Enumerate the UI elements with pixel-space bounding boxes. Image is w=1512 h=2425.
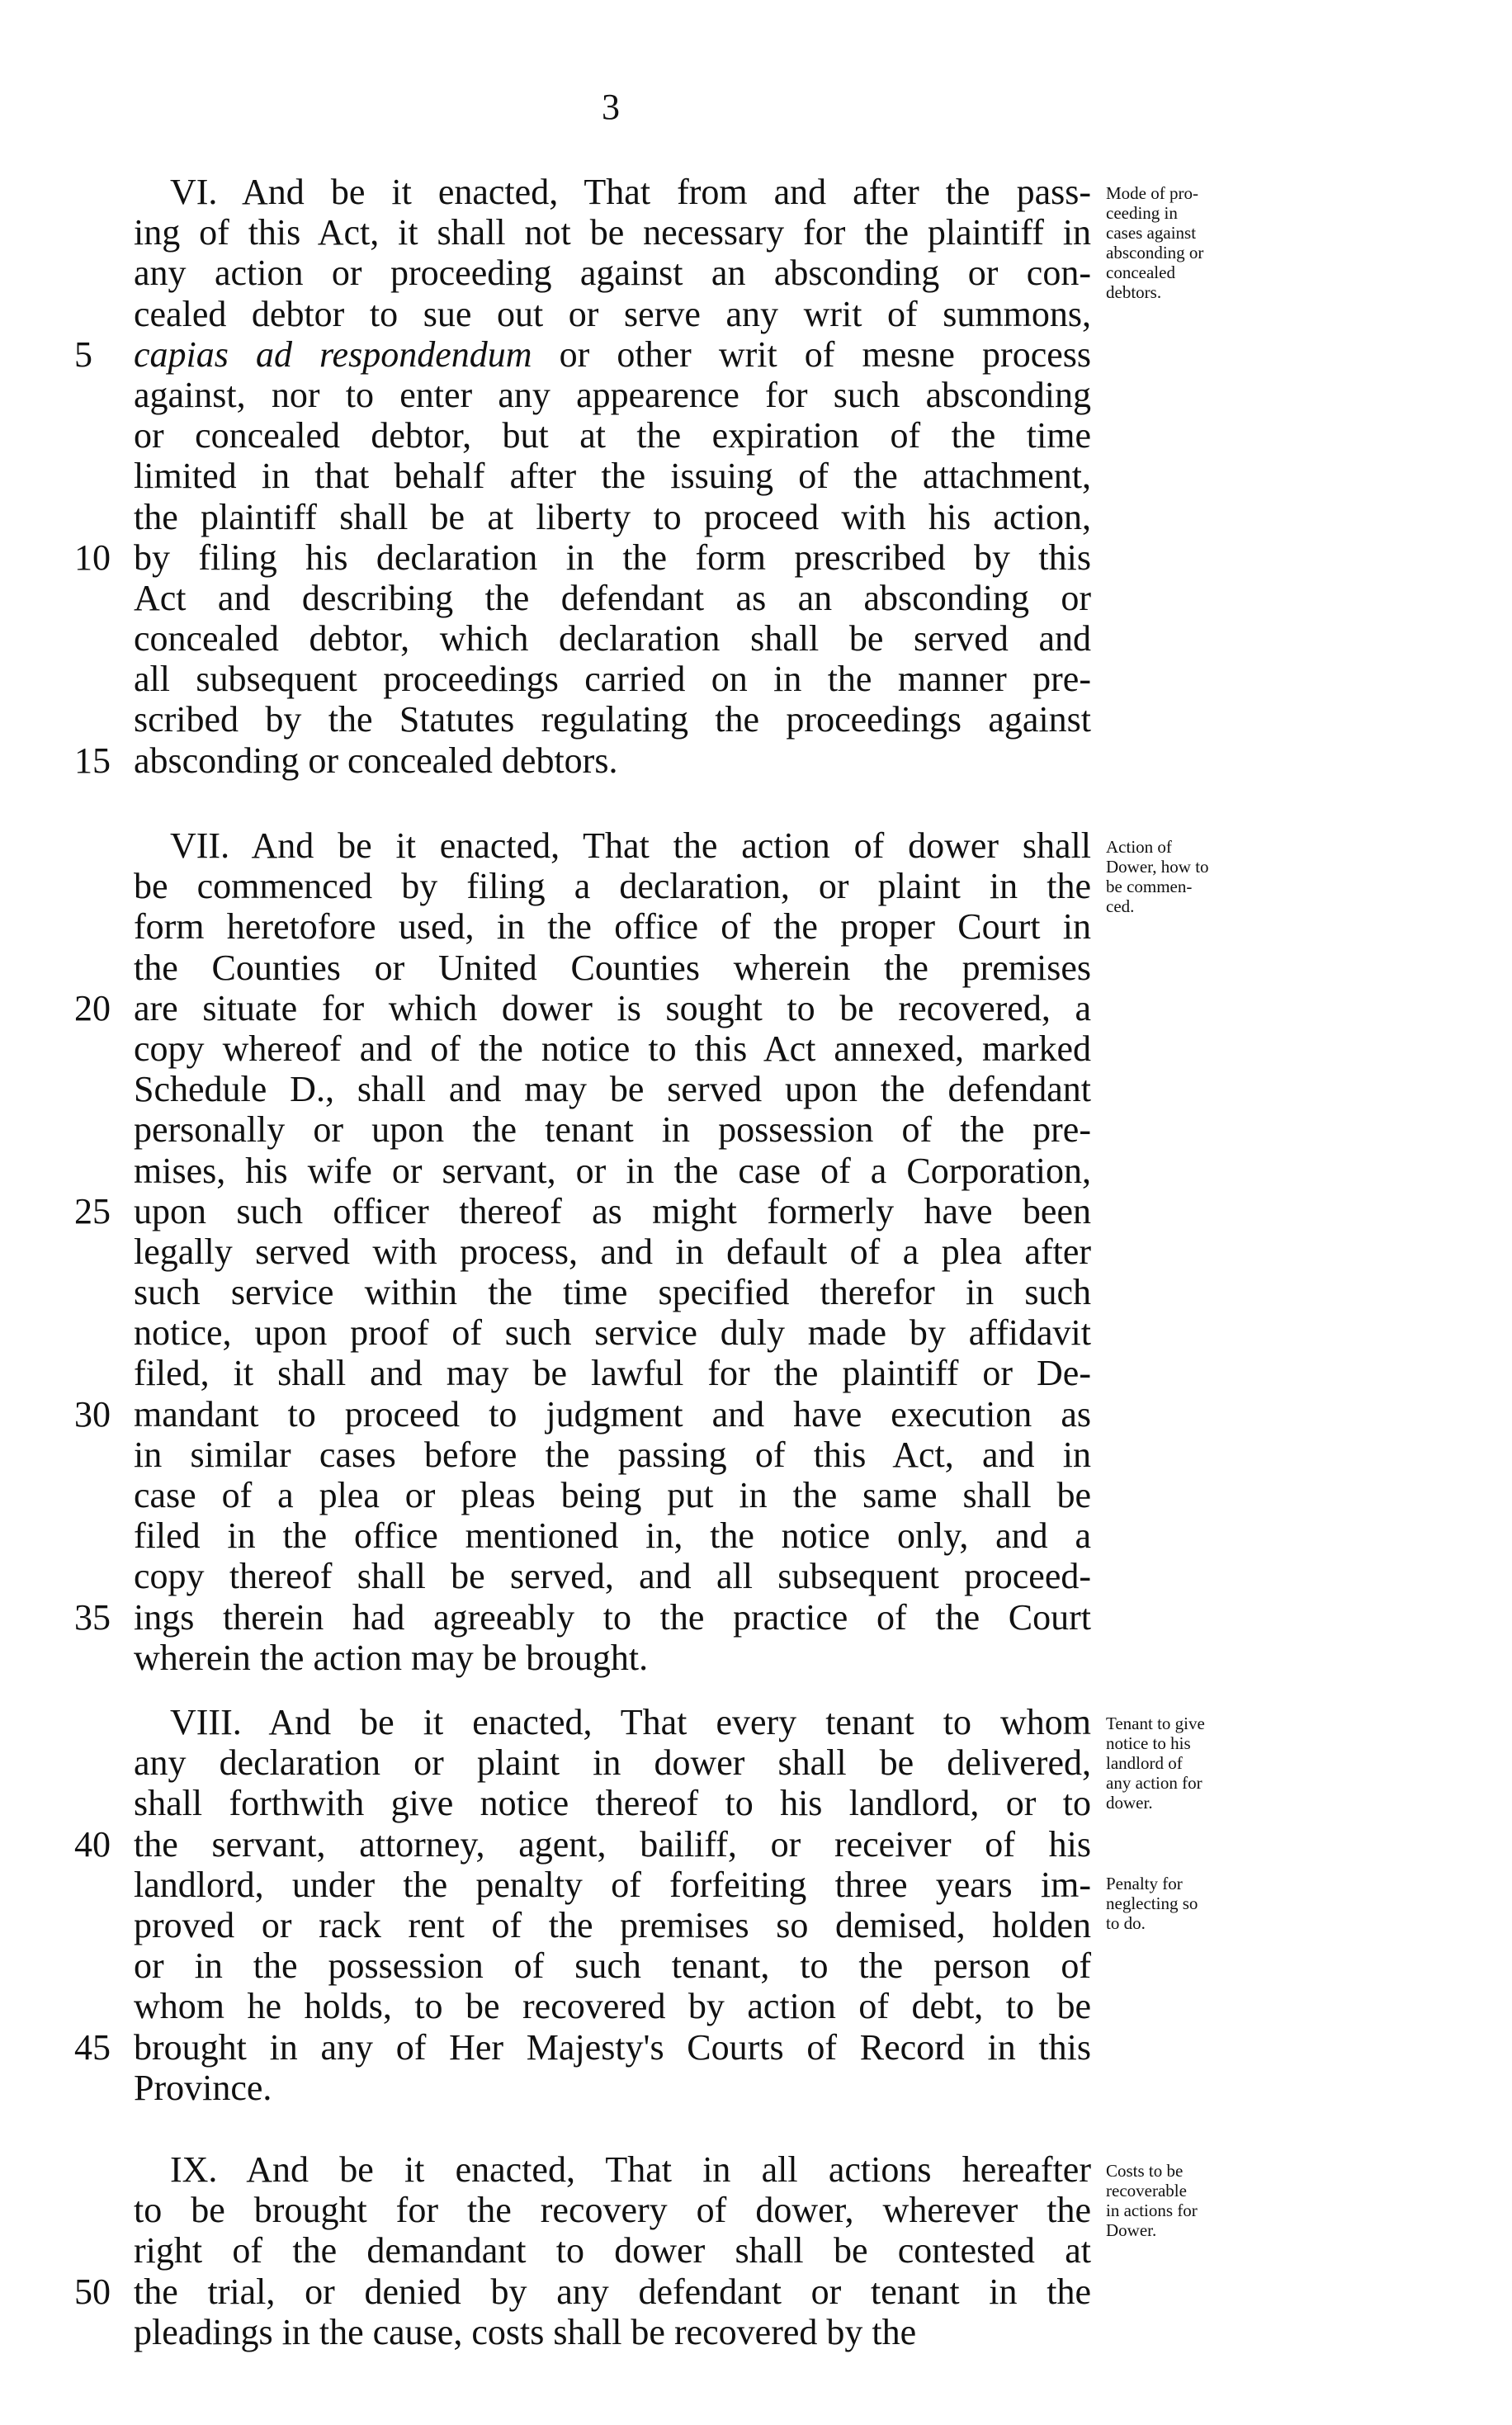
line-text: filed in the office mentioned in, the notice only, and a xyxy=(134,1515,1091,1557)
text-line xyxy=(0,1151,1512,1191)
line-text: to be brought for the recovery of dower, wherever the xyxy=(134,2190,1091,2231)
marginal-line: cases against xyxy=(1106,223,1197,243)
section-vii xyxy=(0,825,1512,1678)
line-text: Province. xyxy=(134,2067,272,2108)
line-text: concealed debtor, which declaration shall be served and xyxy=(134,618,1091,659)
text-line xyxy=(0,1945,1512,1986)
marginal-line: absconding or xyxy=(1106,243,1204,262)
text-line xyxy=(0,1986,1512,2026)
text-line xyxy=(0,294,1512,334)
text-line xyxy=(0,212,1512,253)
page-number: 3 xyxy=(602,87,620,127)
text-line xyxy=(0,948,1512,988)
line-number: 35 xyxy=(74,1596,111,1638)
text-line xyxy=(0,1515,1512,1556)
marginal-line: recoverable xyxy=(1106,2181,1187,2200)
text-line xyxy=(0,1028,1512,1069)
line-number: 5 xyxy=(74,333,92,375)
marginal-line: Dower, how to xyxy=(1106,857,1209,877)
text-line xyxy=(0,1272,1512,1312)
marginal-note xyxy=(1106,183,1279,302)
line-text: or in the possession of such tenant, to the person of xyxy=(134,1945,1091,1987)
text-line xyxy=(0,1905,1512,1945)
text-line xyxy=(0,906,1512,947)
line-text: the trial, or denied by any defendant or tenant in the xyxy=(134,2271,1091,2312)
line-text: ing of this Act, it shall not be necessary for the plaintiff in xyxy=(134,212,1091,253)
text-line xyxy=(0,1556,1512,1596)
text-line xyxy=(0,988,1512,1028)
marginal-line: Tenant to give xyxy=(1106,1714,1205,1733)
line-text: right of the demandant to dower shall be contested at xyxy=(134,2230,1091,2271)
marginal-line: ceeding in xyxy=(1106,203,1178,223)
text-line xyxy=(0,1394,1512,1435)
marginal-line: Dower. xyxy=(1106,2220,1157,2240)
line-text: legally served with process, and in default of a plea after xyxy=(134,1231,1091,1272)
text-line xyxy=(0,659,1512,699)
italic-phrase: capias ad respondendum xyxy=(134,333,532,375)
line-text: wherein the action may be brought. xyxy=(134,1637,649,1678)
text-line xyxy=(0,2271,1512,2312)
text-line xyxy=(0,578,1512,618)
line-text: VII. And be it enacted, That the action of dower shall xyxy=(170,825,1091,866)
text-line xyxy=(0,1231,1512,1272)
marginal-line: notice to his xyxy=(1106,1733,1191,1753)
text-line xyxy=(0,699,1512,740)
line-number: 40 xyxy=(74,1823,111,1865)
line-text: the servant, attorney, agent, bailiff, or receiver of his xyxy=(134,1823,1091,1865)
text-line xyxy=(0,1109,1512,1150)
marginal-line: landlord of xyxy=(1106,1753,1183,1773)
line-text: ings therein had agreeably to the practice of the Court xyxy=(134,1596,1091,1638)
marginal-line: Action of xyxy=(1106,837,1172,857)
line-text: IX. And be it enacted, That in all actions hereafter xyxy=(170,2149,1091,2190)
text-line xyxy=(0,456,1512,496)
text-line xyxy=(0,1865,1512,1905)
line-text: VI. And be it enacted, That from and after the pass- xyxy=(170,172,1091,212)
line-text: cealed debtor to sue out or serve any writ of summons, xyxy=(134,293,1091,334)
marginal-note xyxy=(1106,837,1279,916)
marginal-note xyxy=(1106,2161,1279,2240)
line-text: shall forthwith give notice thereof to his landlord, or to xyxy=(134,1783,1091,1824)
text-line xyxy=(0,1783,1512,1823)
line-text: Act and describing the defendant as an absconding or xyxy=(134,577,1091,618)
marginal-line: Costs to be xyxy=(1106,2161,1184,2181)
text-line xyxy=(0,1312,1512,1353)
text-line xyxy=(0,1353,1512,1393)
text-line xyxy=(0,866,1512,906)
line-text: such service within the time specified therefor in such xyxy=(134,1272,1091,1313)
line-text: proved or rack rent of the premises so demised, holden xyxy=(134,1904,1091,1945)
line-number: 25 xyxy=(74,1190,111,1231)
line-text: scribed by the Statutes regulating the proceedings against xyxy=(134,699,1091,740)
line-text: or concealed debtor, but at the expiration of the time xyxy=(134,415,1091,456)
line-text: all subsequent proceedings carried on in the manner pre- xyxy=(134,659,1091,700)
line-text: limited in that behalf after the issuing of the attachment, xyxy=(134,456,1091,497)
text-line xyxy=(0,2312,1512,2352)
text-line xyxy=(0,740,1512,781)
marginal-line: be commen- xyxy=(1106,877,1193,896)
text-line xyxy=(0,2027,1512,2068)
line-text: the Counties or United Counties wherein the premises xyxy=(134,947,1091,988)
line-text: in similar cases before the passing of this Act, and in xyxy=(134,1434,1091,1475)
line-text: pleadings in the cause, costs shall be recovered by the xyxy=(134,2311,917,2352)
line-text: notice, upon proof of such service duly made by affidavit xyxy=(134,1312,1091,1354)
line-text: case of a plea or pleas being put in the same shall be xyxy=(134,1475,1091,1515)
text-line xyxy=(0,415,1512,456)
text-line xyxy=(0,1702,1512,1742)
line-text: VIII. And be it enacted, That every tenant to whom xyxy=(170,1702,1091,1742)
text-line xyxy=(0,1597,1512,1638)
line-text: absconding or concealed debtors. xyxy=(134,740,618,781)
line-text: any declaration or plaint in dower shall be delivered, xyxy=(134,1742,1091,1784)
text-line xyxy=(0,1069,1512,1109)
line-text: copy whereof and of the notice to this Act annexed, marked xyxy=(134,1028,1091,1069)
line-text: upon such officer thereof as might formerly have been xyxy=(134,1190,1091,1231)
line-text: mises, his wife or servant, or in the case of a Corporation, xyxy=(134,1150,1091,1191)
line-text: are situate for which dower is sought to be recovered, a xyxy=(134,987,1091,1028)
text-line xyxy=(0,253,1512,293)
line-text: the plaintiff shall be at liberty to proceed with his action, xyxy=(134,496,1091,537)
line-text: any action or proceeding against an absconding or con- xyxy=(134,253,1091,294)
text-line xyxy=(0,1435,1512,1475)
line-text: brought in any of Her Majesty's Courts of Record in this xyxy=(134,2026,1091,2068)
marginal-line: Mode of pro- xyxy=(1106,183,1198,203)
line-text: mandant to proceed to judgment and have execution as xyxy=(134,1393,1091,1435)
marginal-note xyxy=(1106,1874,1279,1933)
line-number: 45 xyxy=(74,2026,111,2068)
text-line xyxy=(0,497,1512,537)
line-text: by filing his declaration in the form prescribed by this xyxy=(134,537,1091,578)
line-text: copy thereof shall be served, and all subsequent proceed- xyxy=(134,1556,1091,1597)
text-line xyxy=(0,537,1512,578)
marginal-line: any action for xyxy=(1106,1773,1203,1793)
section-ix xyxy=(0,2149,1512,2352)
text-line xyxy=(0,1475,1512,1515)
text-line xyxy=(0,1824,1512,1865)
text-line xyxy=(0,375,1512,415)
marginal-line: ced. xyxy=(1106,896,1135,916)
section-viii xyxy=(0,1702,1512,2108)
line-text: capias ad respondendum or other writ of mesne process xyxy=(134,333,1092,375)
text-line xyxy=(0,2149,1512,2190)
marginal-line: neglecting so xyxy=(1106,1893,1198,1913)
line-number: 30 xyxy=(74,1393,111,1435)
text-line xyxy=(0,2230,1512,2271)
text-line xyxy=(0,2068,1512,2108)
text-line xyxy=(0,1191,1512,1231)
text-line xyxy=(0,2190,1512,2230)
text-line xyxy=(0,1742,1512,1783)
text-line xyxy=(0,618,1512,659)
line-number: 50 xyxy=(74,2271,111,2312)
line-text: against, nor to enter any appearence for such absconding xyxy=(134,374,1091,415)
section-vi xyxy=(0,172,1512,781)
line-number: 15 xyxy=(74,740,111,781)
text-line xyxy=(0,334,1512,375)
line-text: form heretofore used, in the office of the proper Court in xyxy=(134,906,1091,948)
line-text: landlord, under the penalty of forfeiting three years im- xyxy=(134,1864,1091,1905)
line-text: filed, it shall and may be lawful for the plaintiff or De- xyxy=(134,1353,1091,1394)
line-text: Schedule D., shall and may be served upon the defendant xyxy=(134,1069,1091,1110)
text-line xyxy=(0,1638,1512,1678)
marginal-note xyxy=(1106,1714,1279,1813)
marginal-line: in actions for xyxy=(1106,2200,1198,2220)
line-text: personally or upon the tenant in possession of the pre- xyxy=(134,1109,1091,1151)
line-text: be commenced by filing a declaration, or plaint in the xyxy=(134,866,1091,907)
marginal-line: dower. xyxy=(1106,1793,1153,1813)
marginal-line: concealed xyxy=(1106,262,1175,282)
line-text: whom he holds, to be recovered by action of debt, to be xyxy=(134,1986,1091,2027)
marginal-line: to do. xyxy=(1106,1913,1146,1933)
line-number: 10 xyxy=(74,537,111,578)
marginal-line: debtors. xyxy=(1106,282,1162,302)
marginal-line: Penalty for xyxy=(1106,1874,1183,1893)
text-line xyxy=(0,825,1512,866)
text-line xyxy=(0,172,1512,212)
line-number: 20 xyxy=(74,987,111,1028)
